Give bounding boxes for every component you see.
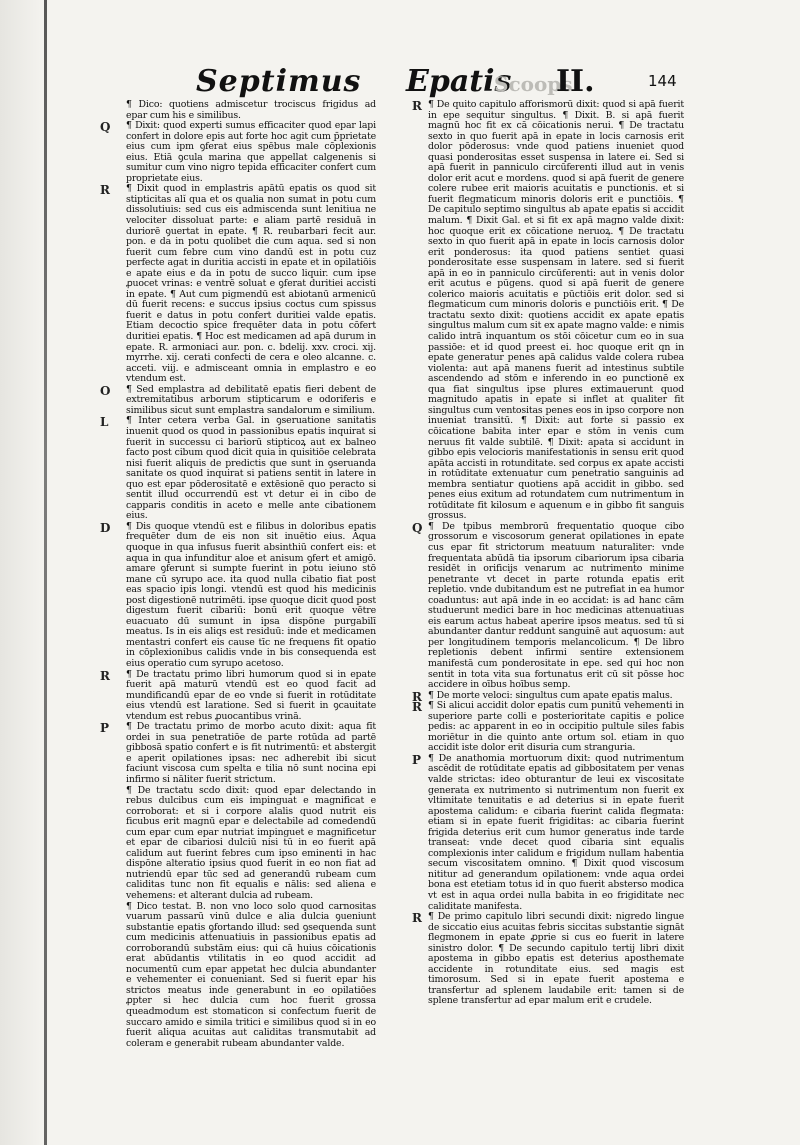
paragraph [126, 121, 376, 184]
paragraph-text: ¶ Dico: quotiens admiscetur trociscus frigidus ad epar cum his e similibus. [126, 99, 376, 121]
marginal-letter: L [100, 415, 109, 429]
paragraph-text: ¶ Dixit quod in emplastris apātū epatis os quod sit stipticitas alĭ qua et os qualia non sumat in potu cum dissolutiuis: sed cus eis admiscenda sunt lenitiua ne velociter dissoluat parte: e aliam partē residuā in duriorē ꝯuertat in epate. ¶ R. reubarbari fecit aur. pon. e da in potu quolibet die cum aqua. sed si non fuerit cum febre cum vino dandū est in potu cuz perfecte agat in duritia accisti in epate et in opilatiōis e apate eius e da in potu de succo liquir. cum ipse ꝓuocet vrinas: e ventrē soluat e ꝯferat duritiei accisti in epate. ¶ Aut cum pigmendū est abiotanū armenicū dū fuerit recens: e succus ipsius coctus cum spissus fuerit e datus in potu confert duritiei valde epatis. Etiam decoctio spice frequēter data in potu cōfert duritiei epatis. ¶ Hoc est medicamen ad apā durum in epate. R. armoniaci aur. pon. c. bdelij. xxv. croci. xij. myrrhe. xij. cerati confecti de cera e oleo alcanne. c. acceti. viij. e admisceant omnia in emplastro e eo vtendum est. [126, 183, 376, 385]
paragraph-text: ¶ De tractatu primo de morbo acuto dixit: aqua fīt ordei in sua penetratiōe de parte rotūda ad partē gibbosā spatio confert e is fit nutrimentū: et abstergit e aperit opilationes ipsas: nec adherebit ibi sicut faciunt viscosa cum spelta e tilia nō sunt nocina epi infirmo si nāliter fuerit strictum. [126, 721, 376, 785]
paragraph-text: ¶ De tpibus membrorū frequentatio quoque cibo grossorum e viscosorum generat opilationes in epate cus epar fit strictorum meatuum naturaliter: vnde frequentata abūdā tia ipsorum cibariorum ipsa cibaria residēt in orificijs venarum ac nutrimento minime penetrante vt decet in parte rotunda epatis erit repletio. vnde dubitandum est ne putrefiat in ea humor coaduntus: aut apā inde in eo accidat: is ad hanc cām studuerunt medici bare in hoc medicinas attenuatiuas eis earum actus habeat aperire ipsos meatus. sed tū si abundanter dantur reddunt sanguinē aut aquosum: aut per longitudinem temporis melancolicum. ¶ De libro repletionis debent infirmi sentire extensionem manifestā cum ponderositate in epe. sed qui hoc non sentit in tota vita sua fortunatus erit cū sit pōsse hoc accidere in oībus hoībus semp. [428, 520, 684, 691]
paragraph-text: ¶ Dis quoque vtendū est e filibus in doloribus epatis frequēter dum de eis non sit inuētio eius. Aqua quoque in qua infusus fuerit absinthiū confert eis: et aqua in qua infunditur aloe et anisum ꝯfert et amigō. amare ꝯferunt si sumpte fuerint in potu ieiuno stō mane cū syrupo ace. ita quod nulla cibatio fiat post eas spacio ipis longi. vtendū est quod his medicinis post digestionē nutrimēti. ipse quoque dicit quod post digestum fuerit cibariū: bonū erit quoque vētre euacuato dū sumunt in ipsa dispōne purgabilī meatus. Is in eis aliqs est residuū: inde et medicamen mentastri confert eis cause tīc ne frequens fit opatio in cōplexionibus calidis vnde in bis consequenda est eius operatio cum syrupo acetoso. [126, 520, 376, 669]
paragraph [428, 522, 684, 691]
marginal-letter: R [412, 911, 422, 925]
paragraph [428, 701, 684, 754]
marginal-letter: O [100, 384, 111, 398]
paragraph-text: ¶ De quito capitulo afforismorū dixit: quod si apā fuerit in epe sequitur singultus. ¶ Dixit. B. si apā fuerit magnū hoc fit ex cā cōicationis nerui. ¶ De tractatu sexto in quo fuerit apā in epate in locis carnosis erit dolor pōderosus: vnde quod patiens inueniet quod quasi ponderositas esset suspensa in latere ei. Sed si apā fuerit in panniculo circūferenti illud aut in venis dolor erit acut e mordens. quod si apā fuerit de genere colere rubee erit maioris acuitatis e punctionis. et si fuerit flegmaticum minoris doloris erit e punctiōis. ¶ De capitulo septimo singultus ab apate epatis si accidit malum. ¶ Dixit Gal. et si fit ex apā magno valde dixit: hoc quoque erit ex cōicatione neruoꝝ. ¶ De tractatu sexto in quo fuerit apā in epate in locis carnosis dolor erit ponderosus: ita quod patiens sentiet quasi ponderositate esse suspensam in latere. sed si fuerit apā in eo in panniculo circūferenti: aut in venis dolor erit acutus e pūgens. quod si apā fuerit de genere colerico maioris acuitatis e pūctiōis erit dolor. sed si flegmaticum cum minoris doloris e punctiōis erit. ¶ De tractatu sexto dixit: quotiens accidit ex apate epatis singultus malum cum sit ex apate magno valde: e nimis calido intrā inquantum os stōi cōicetur cum eo in sua passiōe: et id quod preest ei. hoc quoque erit qn in epate generatur penes apā calidus valde colera rubea violenta: aut apā manens fuerit ad intestinus subtile ascendendo ad stōm e inferendo in eo punctionē ex qua fiat singultus ipse plures extimauerunt quod magnitudo apatis in epate si inflet at qualiter fit singultus cum ventositas penes eos in ipso corpore non inueniat transitū. ¶ Dixit: aut forte si passio ex cōicatione babita inter epar e stōm in venis cum neruus fit valde subtilē. ¶ Dixit: apata si accidunt in gibbo epis velocioris manifestationis in sensu erit quod apāta accisti in rotunditate. sed corpus ex apate accisti in rotūditate extenuatur cum penetratio sanguinis ad membra sentiatur quotiens apā accidit in gibbo. sed penes eius exitum ad rotundatem cum nutrimentum in rotūditate fit kilosum e aquenum e in gibbo fit sanguis grossus. [428, 99, 684, 522]
paragraph-text: ¶ De primo capitulo libri secundi dixit: nigredo lingue de siccatio eius acuitas febris siccitas substantie signāt flegmonem in epate ꝓprie si cus eo fuerit in latere sinistro dolor. ¶ De secundo capitulo tertij libri dixit apostema in gibbo epatis est deterius aposthemate accidente in rotunditate eius. sed magis est timorosum. Sed si in epate fuerit apostema e transfertur ad splenem laudabile erit: tamen si de splene transfertur ad epar malum erit e crudele. [428, 911, 684, 1007]
marginal-letter: R [412, 99, 422, 113]
marginal-letter: R [412, 700, 422, 714]
marginal-letter: D [100, 521, 111, 535]
marginal-letter: Q [412, 521, 423, 535]
paragraph-text: ¶ Dico testat. B. non vno loco solo quod carnositas vuarum passarū vinū dulce e alia dulcia ꝯueniunt substantie epatis ꝯfortando illud: sed ꝯsequenda sunt cum medicinis attenuatiuis in passionibus epatis ad corroborandū substām eius: qui cā huius cōicationis erat abūdantis vtilitatis in eo quod accidit ad nocumentū cum epar appetat hec dulcia abundanter e vehementer ei conueniant. Sed si fuerit epar his strictos meatus inde generabunt in eo opilatiōes ꝓpter si hec dulcia cum hoc fuerit grossa queadmodum est stomaticon si confectum fuerit de succaro amido e simila tritici e similibus quod si in eo fuerit aliqua acuitas aut caliditas transmutabit ad coleram e generabit rubeam abundanter valde. [126, 900, 376, 1049]
paragraph [126, 100, 376, 121]
paragraph [428, 754, 684, 912]
right-text-column [428, 100, 684, 1007]
page-gutter-shadow [0, 0, 44, 1145]
running-title-left: Septimus [196, 64, 362, 99]
marginal-letter: P [100, 721, 110, 735]
paragraph [126, 416, 376, 521]
running-header [0, 62, 800, 102]
marginal-letter: R [100, 183, 110, 197]
paragraph [126, 902, 376, 1050]
marginal-letter: Q [100, 120, 111, 134]
marginal-letter: R [412, 690, 422, 704]
paragraph [428, 912, 684, 1007]
paragraph-text: ¶ De morte veloci: singultus cum apate epatis malus. [428, 689, 673, 701]
paragraph-text: ¶ De tractatu primo libri humorum quod si in epate fuerit apā maturū vtendū est eo quod facit ad mundificandū epar de eo vnde si fuerit in rotūditate eius vtendū est laratione. Sed si fuerit in ꝯcauitate vtendum est rebus ꝓuocantibus vrinā. [126, 668, 376, 722]
paragraph [126, 522, 376, 670]
paragraph [126, 385, 376, 417]
folio-number: 144 [648, 72, 677, 90]
book-number: II. [556, 64, 595, 99]
marginal-letter: P [412, 753, 422, 767]
left-text-column [126, 100, 376, 1049]
paragraph [126, 786, 376, 902]
page-binding-edge [44, 0, 47, 1145]
paragraph-text: ¶ De tractatu scdo dixit: quod epar delectando in rebus dulcibus cum eis impinguat e magnificat e corroborat: et si i corpore alalis quod nutrit eis ficubus erit magnū epar e delectabile ad comedendū cum epar cum epar nutriat impinguet e magnificetur et epar de cibariosi dulciū nisi tū in eo fuerit apā calidum aut fuerint febres cum ipso eminenti in hac dispōne alteratio ipsius quod fuerit in eo non fiat ad nutriendū epar tūc sed ad generandū rubeam cum caliditas tunc non fit equalis e nālis: sed aliena e vehemens: et alterant dulcia ad rubeam. [126, 784, 376, 902]
paragraph-text: ¶ Sed emplastra ad debilitatē epatis fieri debent de extremitatibus arborum stipticarum e odoriferis e similibus sicut sunt emplastra sandalorum e similium. [126, 383, 376, 416]
paragraph-text: ¶ Inter cetera verba Gal. in ꝯseruatione sanitatis inuenit quod os quod in passionibus epatis inquirat si fuerit in successu ci bariorū stipticoꝝ aut ex balneo facto post cibum quod dicit quia in quisitiōe celebrata nisi fuerit aliquis de predictis que sunt in ꝯseruanda sanitate os quod inquirat si patiens sentit in latere in quo est epar pōderositatē e extēsionē quo peracto si sentit illud occurrendū est vt detur ei in cibo de capparis conditis in aceto e melle ante cibationem eius. [126, 415, 376, 522]
marginal-letter: R [100, 669, 110, 683]
paragraph-text: ¶ Si alicui accidit dolor epatis cum punitū vehementi in superiore parte colli e posterioritate capitis e police pedis: ac apparent in eo in occipitio pultule siles fabis moriētur in die quinto ante ortum sol. etiam in quo accidit iste dolor erit disuria cum stranguria. [428, 700, 684, 754]
paragraph [126, 670, 376, 723]
paragraph [428, 100, 684, 522]
paragraph [126, 184, 376, 384]
paragraph [126, 722, 376, 785]
paragraph-text: ¶ Dixit: quod experti sumus efficaciter quod epar lapi confert in dolore epis aut forte hoc agit cum p̄prietate eius cum ipm ꝯferat eius spēbus male cōplexionis eius. Etiā ꝯcula marina que appellat calgenenis si sumitur cum vino nigro tepida efficaciter confert cum proprietate eius. [126, 120, 376, 184]
paragraph-text: ¶ De anathomia mortuorum dixit: quod nutrimentum ascēdit de rotūditate epatis ad gibbositatem per venas valde strictas: ideo obturantur de leui ex viscositate generata ex nutrimento si nutrimentum non fuerit ex vltimitate tenuitatis e ad deterius si in epate fuerit apostema calidum: e cibaria fuerint calida flegmata: etiam si in epate fuerit frigiditas: ac cibaria fuerint frigida deterius erit cum humor generatus inde tarde transeat: vnde decet quod cibaria sint equalis complexionis inter calidum e frigidum nullam habentia secum viscositatem omnino. ¶ Dixit quod viscosum nititur ad generandum opilationem: vnde aqua ordei bona est etetiam totus id in quo fuerit absterso modica vt est in aqua ordei nulla babita in eo frigiditate nec caliditate manifesta. [428, 752, 684, 912]
bleed-through-text: Scoops [494, 72, 573, 96]
running-title-right: Epatis [406, 64, 512, 99]
